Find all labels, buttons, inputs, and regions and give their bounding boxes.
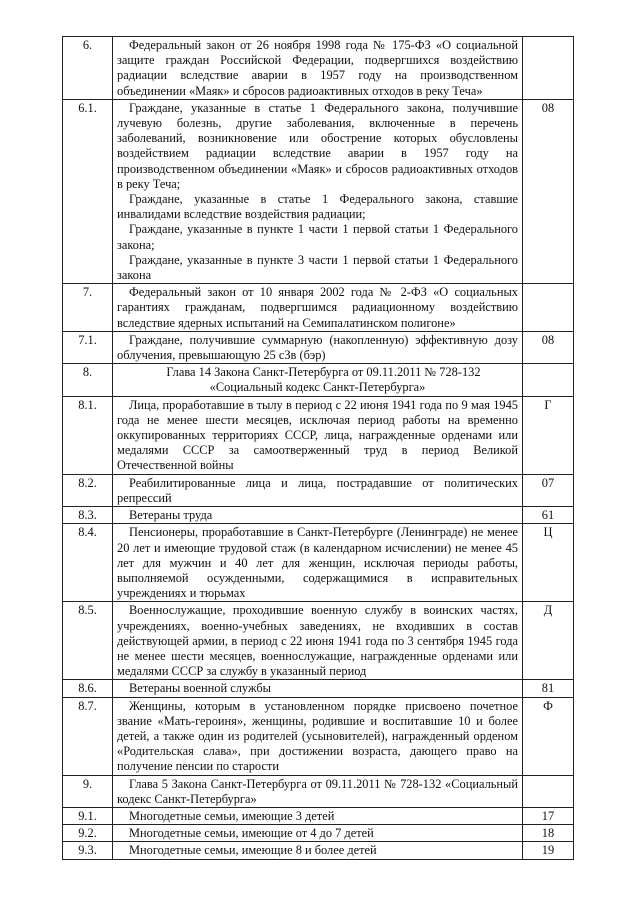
row-number: 9.	[63, 775, 113, 807]
row-description	[113, 507, 523, 524]
row-description	[113, 524, 523, 602]
row-number: 8.7.	[63, 697, 113, 775]
table-row	[63, 524, 574, 602]
category-code: 17	[523, 807, 574, 824]
row-number: 8.1.	[63, 396, 113, 474]
description-paragraph: Многодетные семьи, имеющие от 4 до 7 детей	[129, 826, 374, 841]
description-paragraph: Женщины, которым в установленном порядке присвоено почетное звание «Мать-героиня», женщины, родившие и воспитавшие 10 и более детей, а также один из родителей (усыновителей), награжденный орденом «Родительская слава», при достижении возраста, дающего право на получение пенсии по старости	[117, 698, 518, 774]
description-paragraph: Многодетные семьи, имеющие 3 детей	[129, 808, 335, 823]
row-description	[113, 602, 523, 680]
row-description	[113, 842, 523, 859]
row-number: 8.4.	[63, 524, 113, 602]
row-number: 8.3.	[63, 507, 113, 524]
row-number: 9.1.	[63, 807, 113, 824]
description-paragraph: Граждане, получившие суммарную (накопленную) эффективную дозу облучения, превышающую 25 сЗв (бэр)	[117, 332, 518, 363]
row-number: 9.3.	[63, 842, 113, 859]
table-row	[63, 807, 574, 824]
row-number: 6.1.	[63, 99, 113, 283]
row-number: 8.5.	[63, 602, 113, 680]
row-description	[113, 99, 523, 283]
description-paragraph: Граждане, указанные в статье 1 Федерального закона, получившие лучевую болезнь, другие заболевания, включенные в перечень заболеваний, возникновение или обострение которых обусловлены воздействием радиации вследствие аварии в 1957 году на производственном объединении «Маяк» и сбросов радиоактивных отходов в реку Теча;	[117, 100, 518, 191]
table-row	[63, 825, 574, 842]
description-paragraph: Глава 14 Закона Санкт-Петербурга от 09.11.2011 № 728-132 «Социальный кодекс Санкт-Петербурга»	[166, 365, 481, 395]
table-row	[63, 364, 574, 396]
category-code: 08	[523, 99, 574, 283]
row-description	[113, 331, 523, 363]
row-description	[113, 396, 523, 474]
row-number: 7.1.	[63, 331, 113, 363]
category-code: Ц	[523, 524, 574, 602]
description-paragraph: Федеральный закон от 10 января 2002 года № 2-ФЗ «О социальных гарантиях гражданам, подвергшимся радиационному воздействию вследствие ядерных испытаний на Семипалатинском полигоне»	[117, 285, 518, 330]
category-code: 08	[523, 331, 574, 363]
description-paragraph: Пенсионеры, проработавшие в Санкт-Петербурге (Ленинграде) не менее 20 лет и имеющие трудовой стаж (в календарном исчислении) не менее 45 лет для мужчин и 40 лет для женщин, исключая периоды работы, выполняемой осужденными, содержащимися в исправительных учреждениях и тюрьмах	[117, 525, 518, 601]
row-description	[113, 364, 523, 396]
category-code	[523, 364, 574, 396]
table-row	[63, 697, 574, 775]
table-row	[63, 775, 574, 807]
description-paragraph: Граждане, указанные в пункте 1 части 1 первой статьи 1 Федерального закона;	[117, 222, 518, 252]
description-paragraph: Военнослужащие, проходившие военную службу в воинских частях, учреждениях, военно-учебных заведениях, не входивших в состав действующей армии, в период с 22 июня 1941 года по 3 сентября 1945 года не менее шести месяцев, военнослужащие, награжденные орденами или медалями СССР за службу в указанный период	[117, 603, 518, 679]
row-number: 7.	[63, 284, 113, 332]
row-number: 8.6.	[63, 680, 113, 697]
category-code	[523, 284, 574, 332]
row-number: 8.	[63, 364, 113, 396]
category-code: Д	[523, 602, 574, 680]
table-row	[63, 331, 574, 363]
table-row	[63, 396, 574, 474]
description-paragraph: Глава 5 Закона Санкт-Петербурга от 09.11.2011 № 728-132 «Социальный кодекс Санкт-Петербурга»	[117, 776, 518, 806]
table-row	[63, 474, 574, 506]
category-code: 18	[523, 825, 574, 842]
description-paragraph: Ветераны труда	[129, 508, 213, 523]
row-description	[113, 807, 523, 824]
description-paragraph: Федеральный закон от 26 ноября 1998 года № 175-ФЗ «О социальной защите граждан Российской Федерации, подвергшихся воздействию радиации вследствие аварии в 1957 году на производственном объединении «Маяк» и сбросов радиоактивных отходов в реку Теча»	[117, 38, 518, 98]
description-paragraph: Граждане, указанные в статье 1 Федерального закона, ставшие инвалидами вследствие воздействия радиации;	[117, 192, 518, 222]
row-description	[113, 825, 523, 842]
category-code: 61	[523, 507, 574, 524]
table-body	[63, 37, 574, 860]
category-code: 19	[523, 842, 574, 859]
row-number: 9.2.	[63, 825, 113, 842]
table-row	[63, 284, 574, 332]
row-description	[113, 37, 523, 100]
row-number: 6.	[63, 37, 113, 100]
row-description	[113, 697, 523, 775]
table-row	[63, 507, 574, 524]
table-row	[63, 37, 574, 100]
table-row	[63, 842, 574, 859]
category-code: Г	[523, 396, 574, 474]
description-paragraph: Многодетные семьи, имеющие 8 и более детей	[129, 843, 377, 858]
row-description	[113, 474, 523, 506]
table-row	[63, 680, 574, 697]
row-description	[113, 284, 523, 332]
category-code	[523, 37, 574, 100]
row-description	[113, 680, 523, 697]
table-row	[63, 602, 574, 680]
description-paragraph: Граждане, указанные в пункте 3 части 1 первой статьи 1 Федерального закона	[117, 252, 518, 283]
category-code: Ф	[523, 697, 574, 775]
category-code	[523, 775, 574, 807]
description-paragraph: Ветераны военной службы	[129, 681, 271, 696]
row-number: 8.2.	[63, 474, 113, 506]
benefits-table	[62, 36, 574, 860]
description-paragraph: Лица, проработавшие в тылу в период с 22 июня 1941 года по 9 мая 1945 года не менее шести месяцев, исключая период работы на временно оккупированных территориях СССР, лица, награжденные орденами или медалями СССР за самоотверженный труд в период Великой Отечественной войны	[117, 397, 518, 473]
table-row	[63, 99, 574, 283]
category-code: 81	[523, 680, 574, 697]
category-code: 07	[523, 474, 574, 506]
description-paragraph: Реабилитированные лица и лица, пострадавшие от политических репрессий	[117, 475, 518, 505]
row-description	[113, 775, 523, 807]
